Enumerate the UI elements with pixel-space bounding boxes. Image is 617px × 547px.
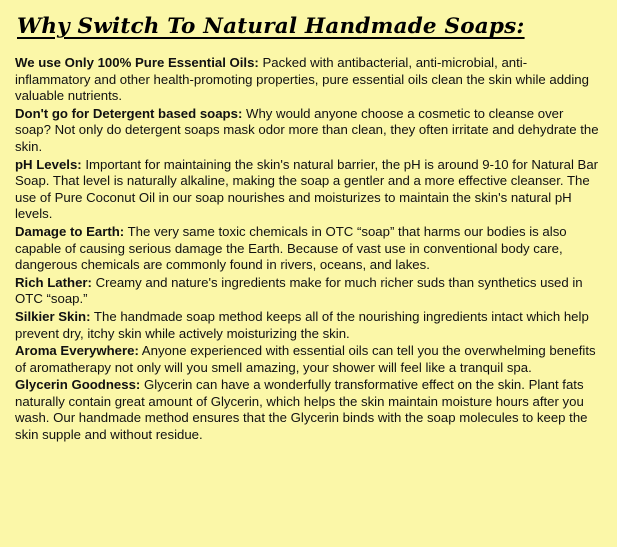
paragraph-text: Packed with antibacterial, anti-microbial, anti-inflammatory and other health-promoting properties, pure essential oils clean the skin while adding valuable nutrients.	[15, 55, 589, 104]
paragraph-text: Anyone experienced with essential oils can tell you the overwhelming benefits of aromatherapy not only will you smell amazing, your shower will feel like a tranquil spa.	[15, 343, 596, 375]
paragraph-rich-lather	[15, 275, 602, 308]
page-title: Why Switch To Natural Handmade Soaps:	[17, 14, 525, 39]
paragraph-detergent-soaps	[15, 106, 602, 156]
paragraph-text: Glycerin can have a wonderfully transformative effect on the skin. Plant fats naturally contain great amount of Glycerin, which helps the skin maintain moisture hours after you wash. Our handmade method ensures that the Glycerin binds with the soap molecules to keep the skin supple and without residue.	[15, 377, 588, 443]
paragraph-lead: We use Only 100% Pure Essential Oils:	[15, 55, 259, 70]
paragraph-text: The very same toxic chemicals in OTC “soap” that harms our bodies is also capable of causing serious damage the Earth. Because of vast use in conventional body care, dangerous chemicals are commonly found in rivers, oceans, and lakes.	[15, 223, 567, 273]
paragraph-glycerin-goodness	[15, 377, 602, 443]
paragraph-lead: Aroma Everywhere:	[15, 343, 139, 359]
paragraph-text: Why would anyone choose a cosmetic to cleanse over soap? Not only do detergent soaps mask odor more than clean, they often irritate and dehydrate the skin.	[15, 105, 599, 154]
document-body	[13, 55, 604, 444]
paragraph-lead: Silkier Skin:	[15, 308, 91, 324]
paragraph-lead: pH Levels:	[15, 156, 82, 172]
paragraph-damage-to-earth	[15, 224, 602, 274]
paragraph-lead: Glycerin Goodness:	[15, 377, 141, 393]
paragraph-lead: Don't go for Detergent based soaps:	[15, 105, 243, 121]
paragraph-lead: Rich Lather:	[15, 274, 92, 290]
paragraph-aroma-everywhere	[15, 343, 602, 376]
paragraph-essential-oils	[15, 55, 602, 105]
paragraph-ph-levels	[15, 157, 602, 223]
paragraph-text: Creamy and nature's ingredients make for much richer suds than synthetics used in OTC “soap.”	[15, 274, 583, 307]
paragraph-text: Important for maintaining the skin's natural barrier, the pH is around 9-10 for Natural Bar Soap. That level is naturally alkaline, making the soap a gentler and a more effective cleanser. The use of Pure Coconut Oil in our soap nourishes and moisturizes to maintain the skin's natural pH levels.	[15, 156, 599, 222]
paragraph-text: The handmade soap method keeps all of the nourishing ingredients intact which help prevent dry, itchy skin while actively moisturizing the skin.	[15, 308, 589, 341]
paragraph-lead: Damage to Earth:	[15, 223, 125, 239]
paragraph-silkier-skin	[15, 309, 602, 342]
